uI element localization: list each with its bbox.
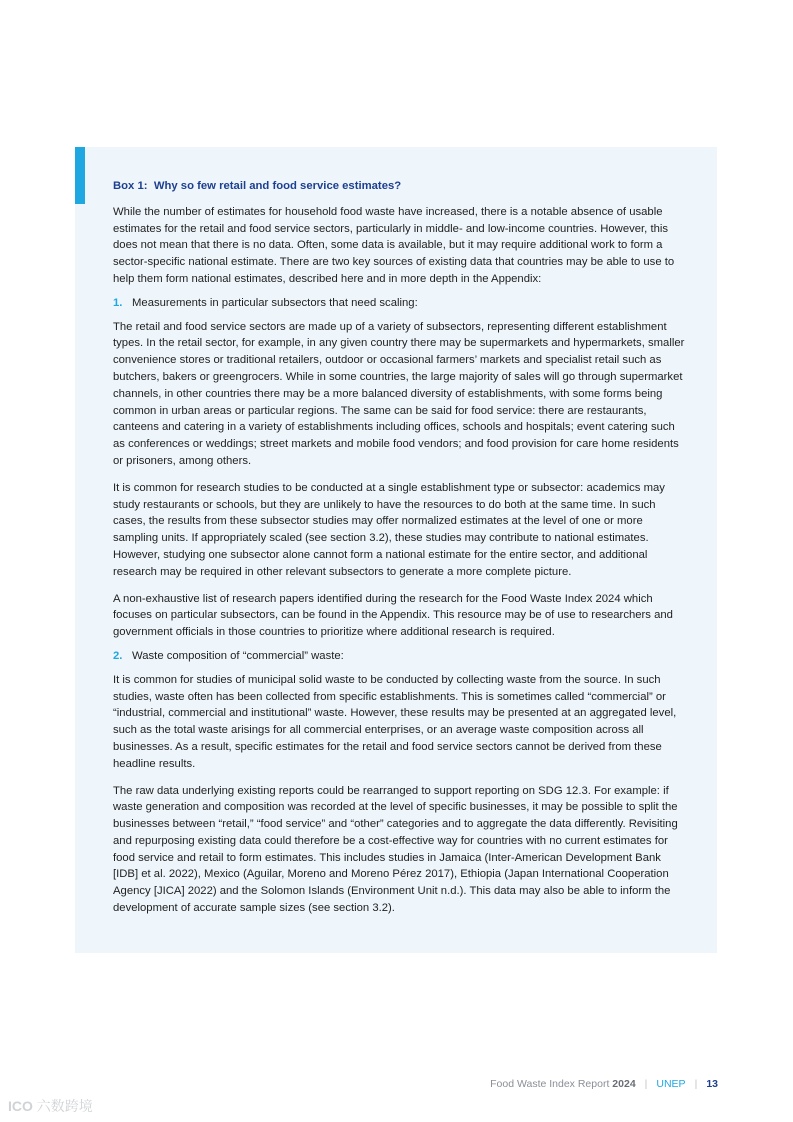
box-label: Box 1: (113, 180, 148, 192)
item2-paragraph-1: It is common for studies of municipal solid waste to be conducted by collecting waste from the source. In such studies, waste often has been collected from specific establishments. This is sometimes called “commercial” or “industrial, commercial and institutional” waste. However, these results may be presented at an aggregated level, such as the total waste arisings for all commercial enterprises, or an average waste composition across all businesses. As a result, specific estimates for the retail and food service sectors cannot be derived from these headline results. (113, 673, 677, 770)
list-item-1-text: Measurements in particular subsectors that need scaling: (132, 296, 418, 309)
watermark-logo-icon: ICO (8, 1098, 33, 1114)
page-number: 13 (706, 1078, 718, 1090)
item1-paragraph-1: The retail and food service sectors are made up of a variety of subsectors, representing different establishment types. In the retail sector, for example, in any given country there may be supermarkets and hypermarkets, smaller convenience stores or traditional retailers, outdoor or occasional farmers’ markets and specialist retail such as butchers, bakers or greengrocers. While in some countries, the large majority of sales will go through supermarket channels, in other countries there may be a more balanced diversity of establishments, with some forms being common in urban areas or particular regions. The same can be said for food service: there are restaurants, canteens and catering in a variety of establishments including offices, schools and hospitals; event catering such as conferences or weddings; street markets and mobile food vendors; and food provision for care home residents or prisoners, among others. (113, 320, 685, 467)
box-content (113, 178, 689, 927)
box-title-text: Why so few retail and food service estimates? (153, 180, 402, 192)
list-item-2-text: Waste composition of “commercial” waste: (132, 649, 344, 662)
item1-paragraph-3: A non-exhaustive list of research papers identified during the research for the Food Waste Index 2024 which focuses on particular subsectors, can be found in the Appendix. This resource may be of use to researchers and government officials in those countries to prioritize where additional research is required. (113, 592, 673, 639)
footer-report-title: Food Waste Index Report (490, 1078, 610, 1090)
box-accent-bar (75, 147, 85, 204)
item2-paragraph-2: The raw data underlying existing reports could be rearranged to support reporting on SDG 12.3. For example: if waste generation and composition was recorded at the level of specific businesses, it may be possible to split the businesses between “retail,” “food service” and “other” categories and to aggregate the data differently. Revisiting and repurposing existing data could therefore be a cost-effective way for countries with no current estimates for food service and retail to form estimates. This includes studies in Jamaica (Inter-American Development Bank [IDB] et al. 2022), Mexico (Aguilar, Moreno and Moreno Pérez 2017), Ethiopia (Japan International Cooperation Agency [JICA] 2022) and the Solomon Islands (Environment Unit n.d.). This data may also be able to inform the development of accurate sample sizes (see section 3.2). (113, 784, 678, 915)
footer-separator: | (644, 1078, 648, 1090)
page-footer (490, 1078, 718, 1090)
box-intro: While the number of estimates for household food waste have increased, there is a notable absence of usable estimates for the retail and food service sectors, particularly in middle- and low-income countries. However, this does not mean that there is no data. Often, some data is available, but it may require additional work to form a sector-specific national estimate. There are two key sources of existing data that countries may be able to use to help them form national estimates, described here and in more depth in the Appendix: (113, 205, 675, 285)
box-title (113, 178, 689, 195)
watermark-text: 六数跨境 (36, 1098, 93, 1114)
item1-paragraph-2: It is common for research studies to be conducted at a single establishment type or subsector: academics may study restaurants or schools, but they are unlikely to have the resources to do both at the same time. In such cases, the results from these subsector studies may offer normalized estimates at the level of one or more sampling units. If appropriately scaled (see section 3.2), these studies may contribute to national estimates. However, studying one subsector alone cannot form a national estimate for the entire sector, and additional research may be required in other relevant subsectors to generate a more complete picture. (113, 481, 665, 578)
list-number-1: 1. (113, 296, 123, 309)
footer-separator: | (694, 1078, 698, 1090)
list-item-1-heading (113, 295, 689, 312)
list-number-2: 2. (113, 649, 123, 662)
watermark (8, 1096, 93, 1116)
footer-year: 2024 (612, 1078, 636, 1090)
list-item-2-heading (113, 648, 689, 665)
footer-org: UNEP (656, 1078, 686, 1090)
